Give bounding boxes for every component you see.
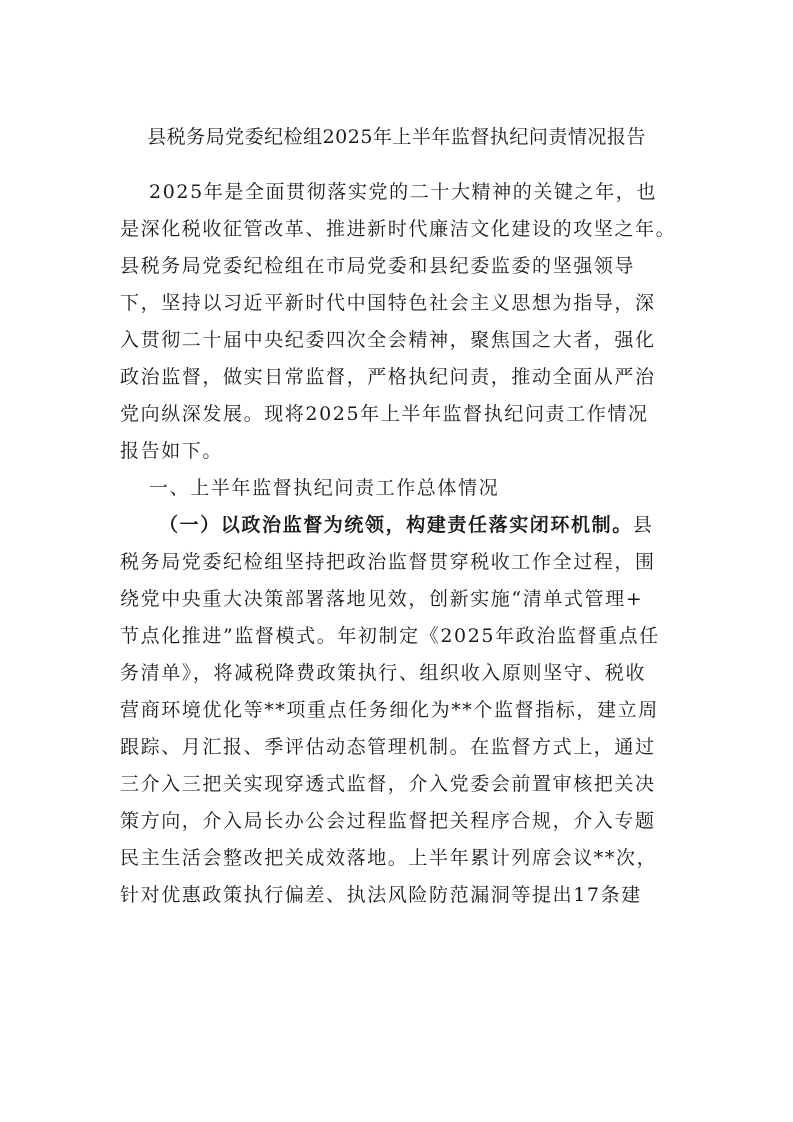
paragraph-line: 下，坚持以习近平新时代中国特色社会主义思想为指导，深 <box>120 292 656 314</box>
paragraph-line: 务清单》，将减税降费政策执行、组织收入原则坚守、税收 <box>120 662 647 684</box>
paragraph-line: 是深化税收征管改革、推进新时代廉洁文化建设的攻坚之年。 <box>120 218 677 240</box>
paragraph-line: 党向纵深发展。现将2025年上半年监督执纪问责工作情况 <box>120 403 649 425</box>
paragraph-line: 县税务局党委纪检组在市局党委和县纪委监委的坚强领导 <box>120 255 636 277</box>
paragraph-line: 策方向，介入局长办公会过程监督把关程序合规，介入专题 <box>120 810 656 832</box>
document-title: 县税务局党委纪检组2025年上半年监督执纪问责情况报告 <box>147 126 646 148</box>
paragraph-line: 营商环境优化等**项重点任务细化为**个监督指标，建立周 <box>120 699 659 721</box>
paragraph-line: 2025年是全面贯彻落实党的二十大精神的关键之年，也 <box>149 181 657 203</box>
paragraph-line: 政治监督，做实日常监督，严格执纪问责，推动全面从严治 <box>120 366 656 388</box>
paragraph-line: 针对优惠政策执行偏差、执法风险防范漏洞等提出17条建 <box>120 884 642 906</box>
subsection-heading: （一）以政治监督为统领，构建责任落实闭环机制。 <box>159 514 633 536</box>
subsection-line <box>159 513 653 537</box>
paragraph-line: 入贯彻二十届中央纪委四次全会精神，聚焦国之大者，强化 <box>120 329 656 351</box>
paragraph-line: 三介入三把关实现穿透式监督，介入党委会前置审核把关决 <box>120 773 656 795</box>
subsection-lead-tail: 县 <box>632 514 654 536</box>
paragraph-line: 民主生活会整改把关成效落地。上半年累计列席会议**次， <box>120 847 658 869</box>
section-heading: 一、上半年监督执纪问责工作总体情况 <box>149 477 500 499</box>
paragraph-line: 绕党中央重大决策部署落地见效，创新实施“清单式管理+ <box>120 588 644 610</box>
paragraph-line: 节点化推进”监督模式。年初制定《2025年政治监督重点任 <box>120 625 660 647</box>
paragraph-line: 跟踪、月汇报、季评估动态管理机制。在监督方式上，通过 <box>120 736 656 758</box>
paragraph-line: 税务局党委纪检组坚持把政治监督贯穿税收工作全过程，围 <box>120 551 656 573</box>
paragraph-line: 报告如下。 <box>120 440 224 462</box>
